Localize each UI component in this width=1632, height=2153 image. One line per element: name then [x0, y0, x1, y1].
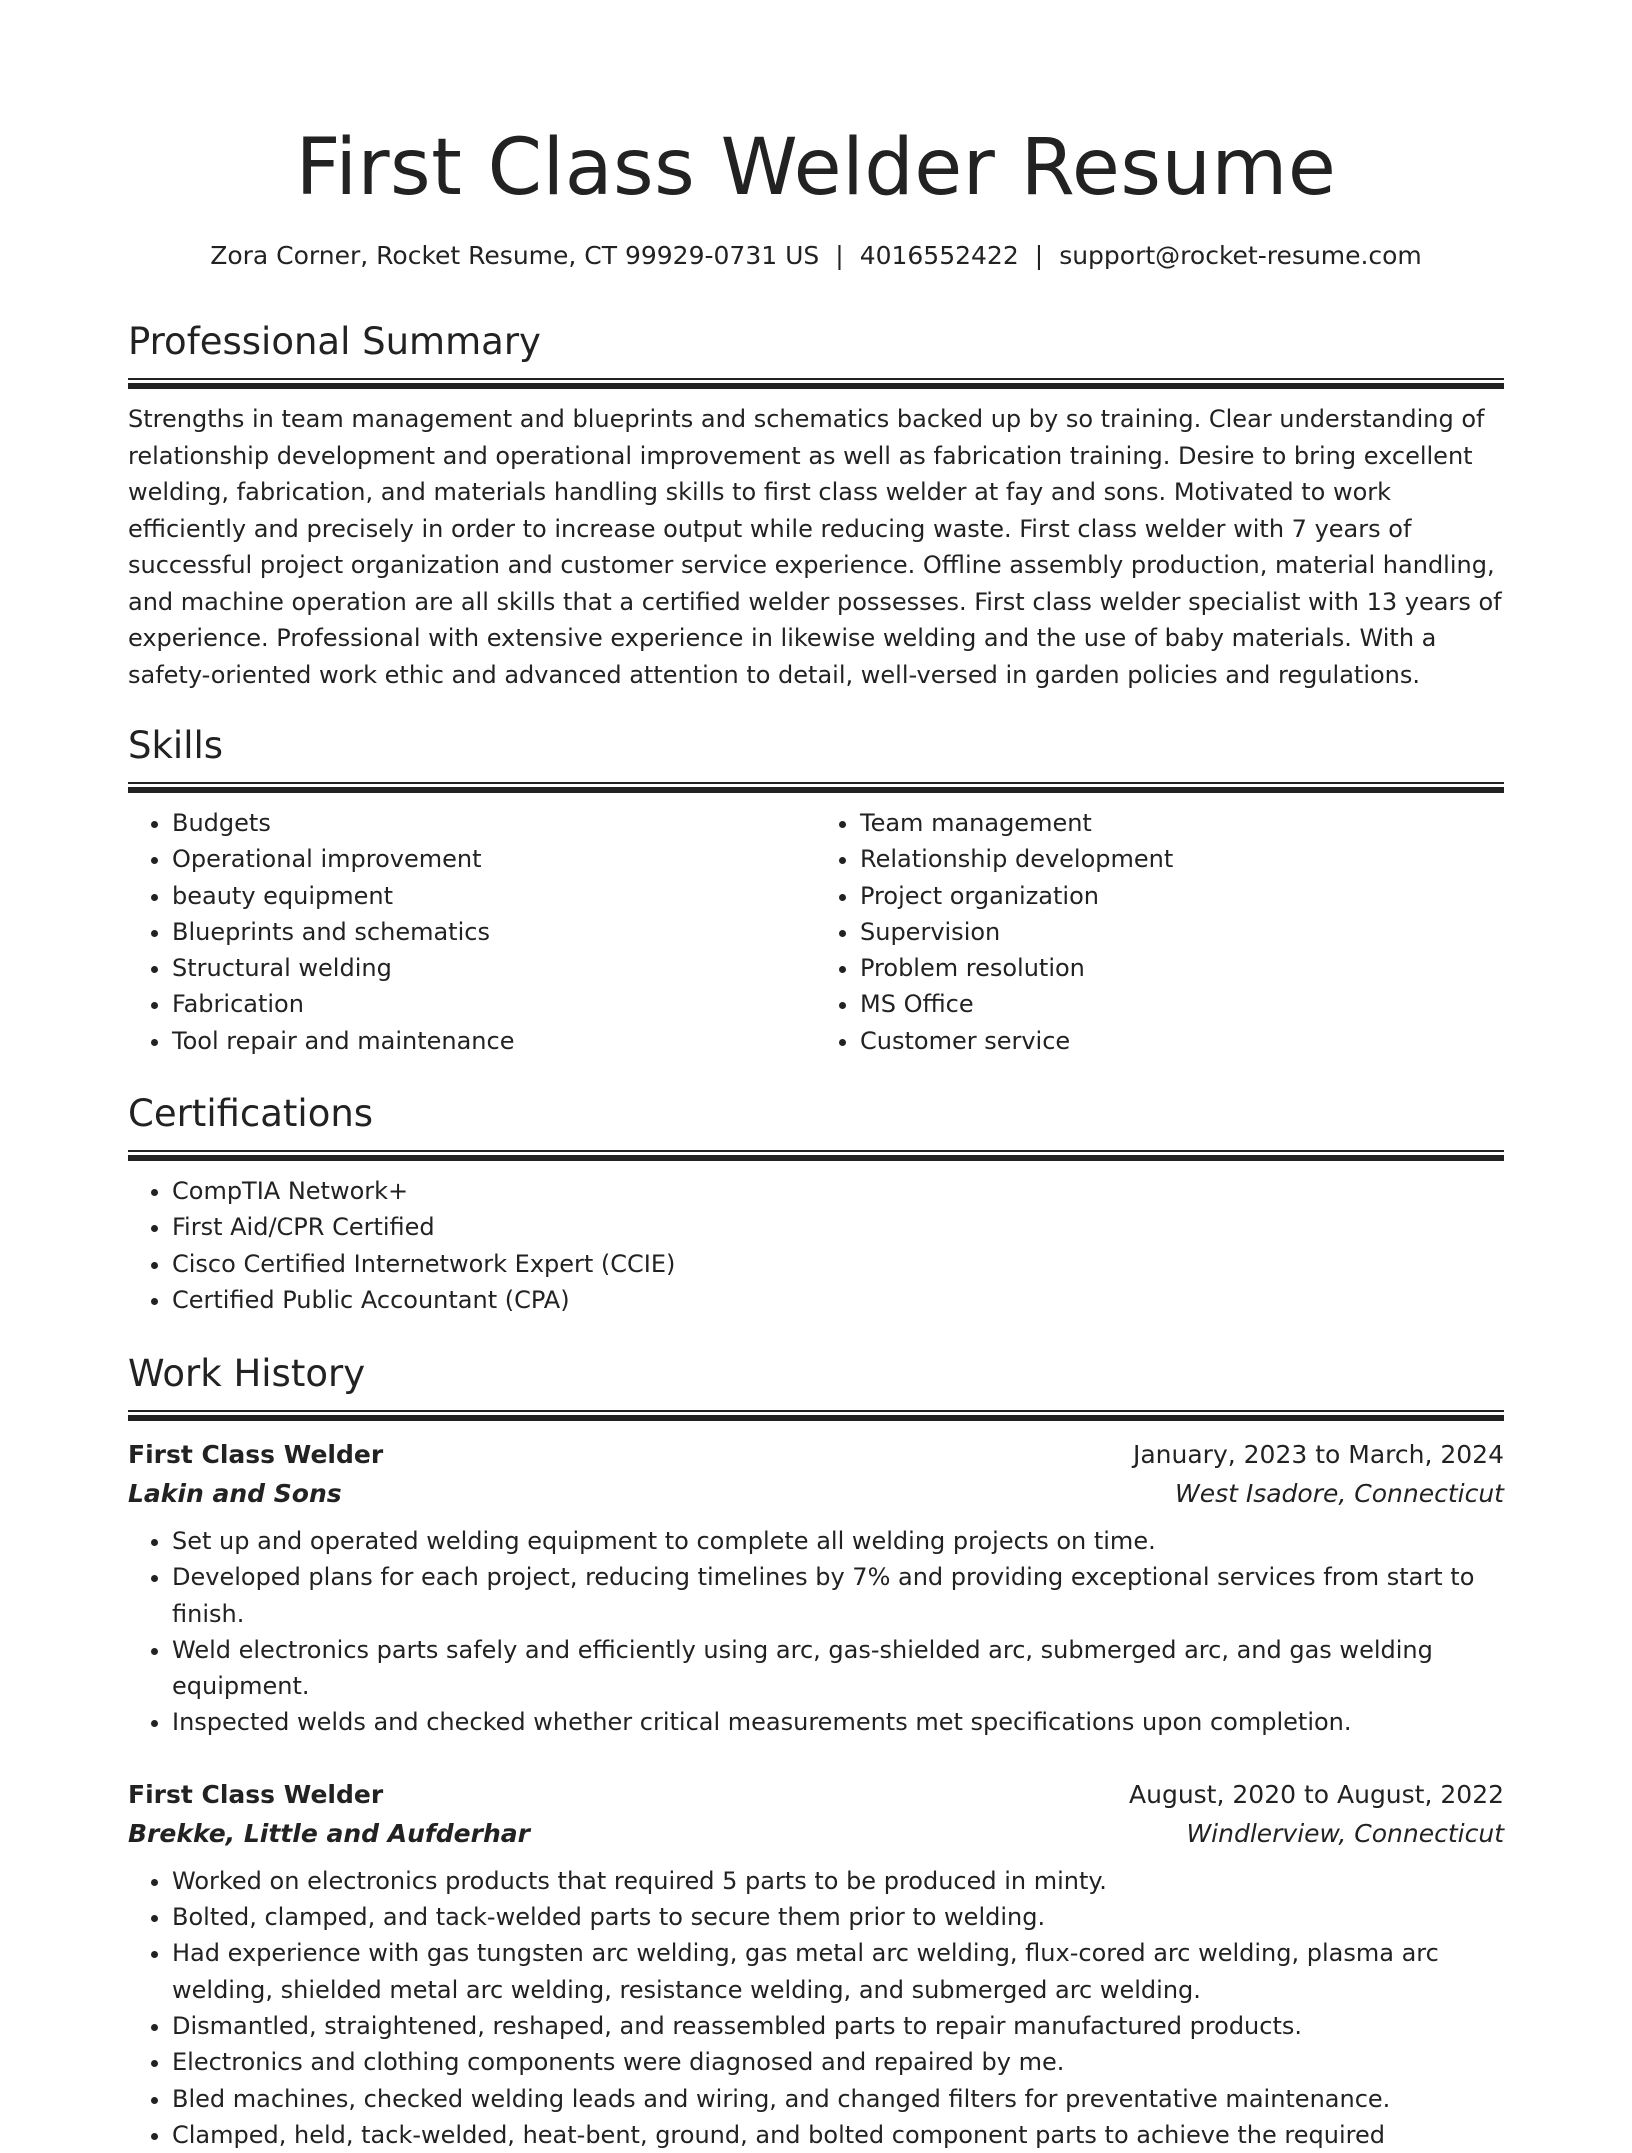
skill-item: • Relationship development [860, 841, 1504, 877]
skill-item: • beauty equipment [172, 878, 816, 914]
section-skills [128, 722, 1504, 1059]
job-location: Windlerview, Connecticut [1186, 1818, 1504, 1848]
section-divider [128, 1150, 1504, 1161]
job-entry [128, 1775, 1504, 2153]
job-bullet: • Bled machines, checked welding leads and wiring, and changed filters for preventative maintenance. [172, 2081, 1504, 2117]
job-bullet: • Bolted, clamped, and tack-welded parts to secure them prior to welding. [172, 1899, 1504, 1935]
contact-separator: | [835, 241, 844, 270]
skill-item: • MS Office [860, 986, 1504, 1022]
certification-item: • CompTIA Network+ [172, 1173, 1504, 1209]
job-header [128, 1435, 1504, 1474]
job-bullet: • Set up and operated welding equipment to complete all welding projects on time. [172, 1523, 1504, 1559]
job-bullet: • Electronics and clothing components were diagnosed and repaired by me. [172, 2044, 1504, 2080]
section-divider [128, 378, 1504, 389]
job-bullet: • Dismantled, straightened, reshaped, and reassembled parts to repair manufactured products. [172, 2008, 1504, 2044]
section-heading-summary: Professional Summary [128, 320, 541, 363]
job-bullet: • Had experience with gas tungsten arc welding, gas metal arc welding, flux-cored arc welding, plasma arc welding, shielded metal arc welding, resistance welding, and submerged arc welding. [172, 1935, 1504, 2008]
section-certifications [128, 1090, 1504, 1318]
skill-item: • Customer service [860, 1023, 1504, 1059]
skill-item: • Team management [860, 805, 1504, 841]
skills-list-right [816, 805, 1504, 1059]
skill-item: • Fabrication [172, 986, 816, 1022]
job-bullet: • Developed plans for each project, reducing timelines by 7% and providing exceptional services from start to finish. [172, 1559, 1504, 1632]
section-heading-certifications: Certifications [128, 1092, 374, 1135]
skills-columns [128, 793, 1504, 1059]
certification-item: • Certified Public Accountant (CPA) [172, 1282, 1504, 1318]
job-title: First Class Welder [128, 1779, 384, 1809]
contact-separator: | [1034, 241, 1044, 270]
job-bullets [128, 1863, 1504, 2153]
certification-item: • First Aid/CPR Certified [172, 1209, 1504, 1245]
job-subheader [128, 1474, 1504, 1513]
section-divider [128, 1410, 1504, 1421]
resume-title: First Class Welder Resume [295, 123, 1337, 213]
job-location: West Isadore, Connecticut [1174, 1479, 1504, 1508]
job-bullet: • Worked on electronics products that required 5 parts to be produced in minty. [172, 1863, 1504, 1899]
section-divider [128, 782, 1504, 793]
skill-item: • Tool repair and maintenance [172, 1023, 816, 1059]
contact-address: Zora Corner, Rocket Resume, CT 99929-0731 US [210, 241, 820, 270]
contact-email: support@rocket-resume.com [1059, 241, 1422, 270]
job-subheader [128, 1814, 1504, 1853]
skill-item: • Supervision [860, 914, 1504, 950]
job-bullets [128, 1523, 1504, 1741]
job-company: Brekke, Little and Aufderhar [128, 1818, 530, 1848]
certification-item: • Cisco Certified Internetwork Expert (CCIE) [172, 1246, 1504, 1282]
skill-item: • Problem resolution [860, 950, 1504, 986]
job-bullet: • Clamped, held, tack-welded, heat-bent, ground, and bolted component parts to achieve the required [172, 2117, 1504, 2153]
certifications-list [128, 1173, 1504, 1318]
skill-item: • Structural welding [172, 950, 816, 986]
job-bullet: • Weld electronics parts safely and efficiently using arc, gas-shielded arc, submerged arc, and gas welding equipment. [172, 1632, 1504, 1705]
job-bullet: • Inspected welds and checked whether critical measurements met specifications upon completion. [172, 1704, 1504, 1740]
job-dates: January, 2023 to March, 2024 [1132, 1440, 1504, 1469]
skill-item: • Blueprints and schematics [172, 914, 816, 950]
skill-item: • Project organization [860, 878, 1504, 914]
section-heading-skills: Skills [128, 724, 224, 767]
section-summary [128, 318, 1504, 693]
contact-phone: 4016552422 [859, 241, 1019, 270]
job-title: First Class Welder [128, 1440, 384, 1469]
skill-item: • Budgets [172, 805, 816, 841]
skill-item: • Operational improvement [172, 841, 816, 877]
summary-text: Strengths in team management and blueprints and schematics backed up by so training. Clear understanding of relationship development and operational improvement as well as fabrication training. Desire to bring excellent welding, fabrication, and materials handling skills to first class welder at fay and sons. Motivated to work efficiently and precisely in order to increase output while reducing waste. First class welder with 7 years of successful project organization and customer service experience. Offline assembly production, material handling, and machine operation are all skills that a certified welder possesses. First class welder specialist with 13 years of experience. Professional with extensive experience in likewise welding and the use of baby materials. With a safety-oriented work ethic and advanced attention to detail, well-versed in garden policies and regulations. [128, 405, 1502, 689]
section-work-history [128, 1350, 1504, 2153]
job-header [128, 1775, 1504, 1814]
job-dates: August, 2020 to August, 2022 [1129, 1779, 1504, 1809]
job-company: Lakin and Sons [128, 1479, 342, 1508]
section-heading-work-history: Work History [128, 1352, 366, 1395]
contact-line [128, 238, 1504, 274]
skills-list-left [128, 805, 816, 1059]
job-entry [128, 1435, 1504, 1741]
